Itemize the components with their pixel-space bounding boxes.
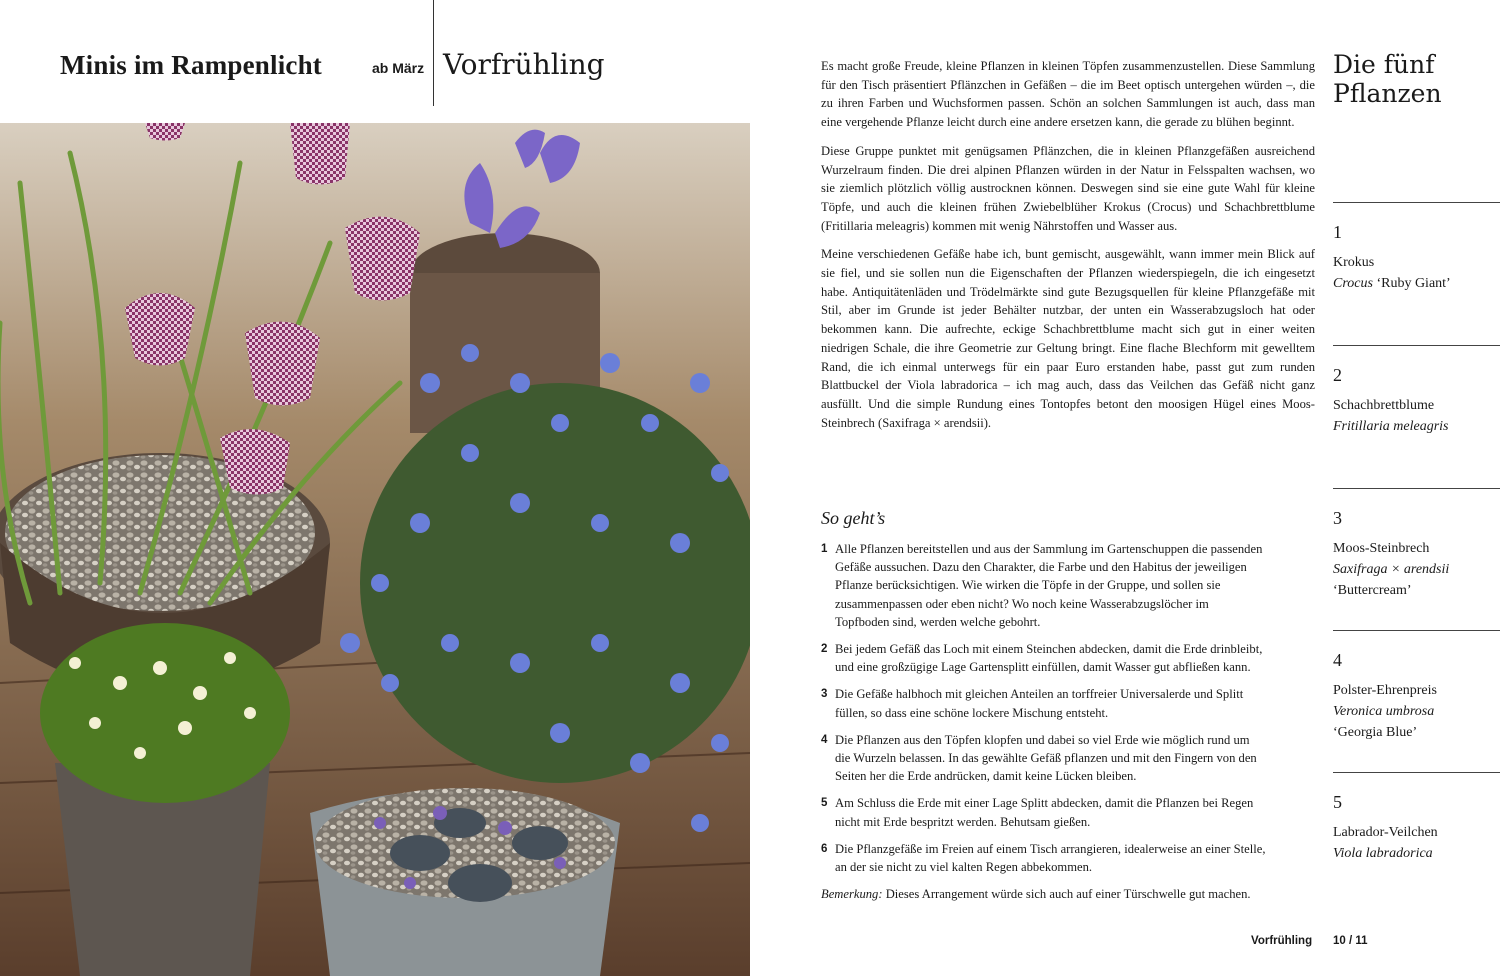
plant-scientific-name: Saxifraga × arendsii <box>1333 562 1450 577</box>
step-item <box>821 794 1266 830</box>
step-item <box>821 685 1266 721</box>
plant-name: Labrador-Veilchen <box>1333 825 1438 840</box>
plants-heading: Die fünf Pflanzen <box>1333 50 1442 108</box>
step-item <box>821 640 1266 676</box>
season-heading: Vorfrühling <box>443 48 605 81</box>
step-item <box>821 840 1266 876</box>
footer-section: Vorfrühling <box>1251 935 1313 947</box>
step-text: Die Pflanzen aus den Töpfen klopfen und dabei so viel Erde wie möglich rund um die Wurzeln belassen. In das gewählte Gefäß pflanzen und mit den Fingern von den Seiten her die Erde andrücken, damit keine Lücken bleiben. <box>835 732 1257 784</box>
paragraph: Meine verschiedenen Gefäße habe ich, bunt gemischt, ausgewählt, wann immer mein Blick auf sie fiel, und sie sollen nun die Eigenschaften der Pflanzen wiederspiegeln, die ich eingesetzt habe. Antiquitätenläden und Trödelmärkte sind gute Bezugsquellen für kleine Pflanzgefäße mit Stil, aber im Grunde ist jeder Behälter nutzbar, der unten ein Wasserabzugsloch hat oder bekommen kann. Die aufrechte, eckige Schachbrettblume macht sich gut in einer weiten niedrigen Schale, die ihre Geometrie zur Geltung bringt. Eine flache Blechform mit gewelltem Rand, die ich einmal unterwegs für ein paar Euro erstanden habe, passt gut zum runden Blattbuckel der Viola labradorica – ich mag auch, dass das Veilchen das Gefäß nicht ganz ausfüllt. Und die simple Rundung eines Tontopfes betont den moosigen Hügel eines Moos-Steinbrech (Saxifraga × arendsii). <box>821 247 1315 430</box>
step-number: 1 <box>821 543 828 555</box>
remark <box>821 885 1266 903</box>
step-number: 2 <box>821 643 828 656</box>
divider <box>1333 488 1500 489</box>
plant-item <box>1333 630 1493 743</box>
intro-text <box>821 57 1315 442</box>
plant-item <box>1333 488 1493 601</box>
divider <box>1333 345 1500 346</box>
plant-name: Schachbrettblume <box>1333 398 1435 413</box>
divider <box>1333 772 1500 773</box>
plant-item <box>1333 202 1493 294</box>
step-item <box>821 540 1266 631</box>
step-text: Bei jedem Gefäß das Loch mit einem Steinchen abdecken, damit die Erde drinbleibt, und eine großzügige Lage Gartensplitt einfüllen, damit Wasser gut abfließen kann. <box>835 642 1263 675</box>
paragraph: Diese Gruppe punktet mit genügsamen Pflänzchen, die in kleinen Pflanzgefäßen ausreichend Wurzelraum finden. Die drei alpinen Pflanzen würden in der Natur in Felsspalten wachsen, wo sie ziemlich plötzlich völlig austrocknen können. Deswegen sind sie eine gute Wahl für kleine Töpfe, und auch die kleinen frühen Zwiebelblüher Krokus (Crocus) und Schachbrettblume (Fritillaria meleagris) kommen mit wenig Nährstoffen und Wasser aus. <box>821 143 1315 233</box>
plant-name: Krokus <box>1333 255 1375 270</box>
plant-number: 1 <box>1333 222 1342 242</box>
plant-cultivar: ‘Ruby Giant’ <box>1372 276 1451 291</box>
plant-scientific-name: Fritillaria meleagris <box>1333 419 1449 434</box>
page-numbers: 10 / 11 <box>1333 935 1368 947</box>
plant-number: 4 <box>1333 650 1342 670</box>
steps-list <box>821 540 1266 903</box>
step-item <box>821 731 1266 786</box>
remark-text: Dieses Arrangement würde sich auch auf einer Türschwelle gut machen. <box>882 887 1251 902</box>
step-text: Alle Pflanzen bereitstellen und aus der Sammlung im Gartenschuppen die passenden Gefäße aussuchen. Dazu den Charakter, die Farbe und den Habitus der jeweiligen Pflanze berücksichtigen. Wie wirken die Töpfe in der Gruppe, und sollen sie zusammenpassen oder eben nicht? Wo noch keine Wasserabzugslöcher im Topfboden sind, werden welche gebohrt. <box>835 542 1263 629</box>
step-number: 5 <box>821 797 828 810</box>
step-text: Die Pflanzgefäße im Freien auf einem Tisch arrangieren, idealerweise an einer Stelle, an der sie nicht zu viel kalten Regen abbekommen. <box>835 841 1266 875</box>
divider <box>1333 202 1500 203</box>
step-text: Am Schluss die Erde mit einer Lage Splitt abdecken, damit die Pflanzen bei Regen nicht mit Erde bespritzt werden. Behutsam gießen. <box>835 796 1254 829</box>
step-number: 6 <box>821 842 828 855</box>
plant-scientific-name: Crocus <box>1333 276 1373 291</box>
remark-label: Bemerkung: <box>821 887 883 902</box>
month-label: ab März <box>372 60 425 76</box>
paragraph: Es macht große Freude, kleine Pflanzen in kleinen Töpfen zusammenzustellen. Diese Sammlung für den Tisch präsentiert Pflänzchen in Gefäßen – die im Beet optisch untergehen würden –, die zu ihren Farben und Wuchsformen passen. Schön an solchen Sammlungen ist auch, dass man eine vergehende Pflanze leicht durch eine andere ersetzen kann, die gerade zu blühen beginnt. <box>821 59 1315 130</box>
step-number: 3 <box>821 688 828 701</box>
plant-item <box>1333 345 1493 437</box>
howto-heading: So geht’s <box>821 508 886 528</box>
step-number: 4 <box>821 733 828 746</box>
plant-name: Polster-Ehrenpreis <box>1333 683 1437 698</box>
plant-number: 2 <box>1333 365 1342 385</box>
header-divider <box>433 0 434 106</box>
plant-number: 3 <box>1333 508 1342 528</box>
page-title: Minis im Rampenlicht <box>60 50 323 80</box>
plant-scientific-name: Veronica umbrosa <box>1333 704 1435 719</box>
step-text: Die Gefäße halbhoch mit gleichen Anteilen an torffreier Universalerde und Splitt füllen, so dass eine schöne lockere Mischung entsteht. <box>835 687 1244 720</box>
plant-scientific-name: Viola labradorica <box>1333 846 1433 861</box>
plant-number: 5 <box>1333 792 1342 812</box>
plant-cultivar: ‘Georgia Blue’ <box>1333 725 1418 740</box>
plant-name: Moos-Steinbrech <box>1333 541 1430 556</box>
plant-item <box>1333 772 1493 864</box>
divider <box>1333 630 1500 631</box>
plant-cultivar: ‘Buttercream’ <box>1333 583 1412 598</box>
plants-photo <box>0 123 750 976</box>
